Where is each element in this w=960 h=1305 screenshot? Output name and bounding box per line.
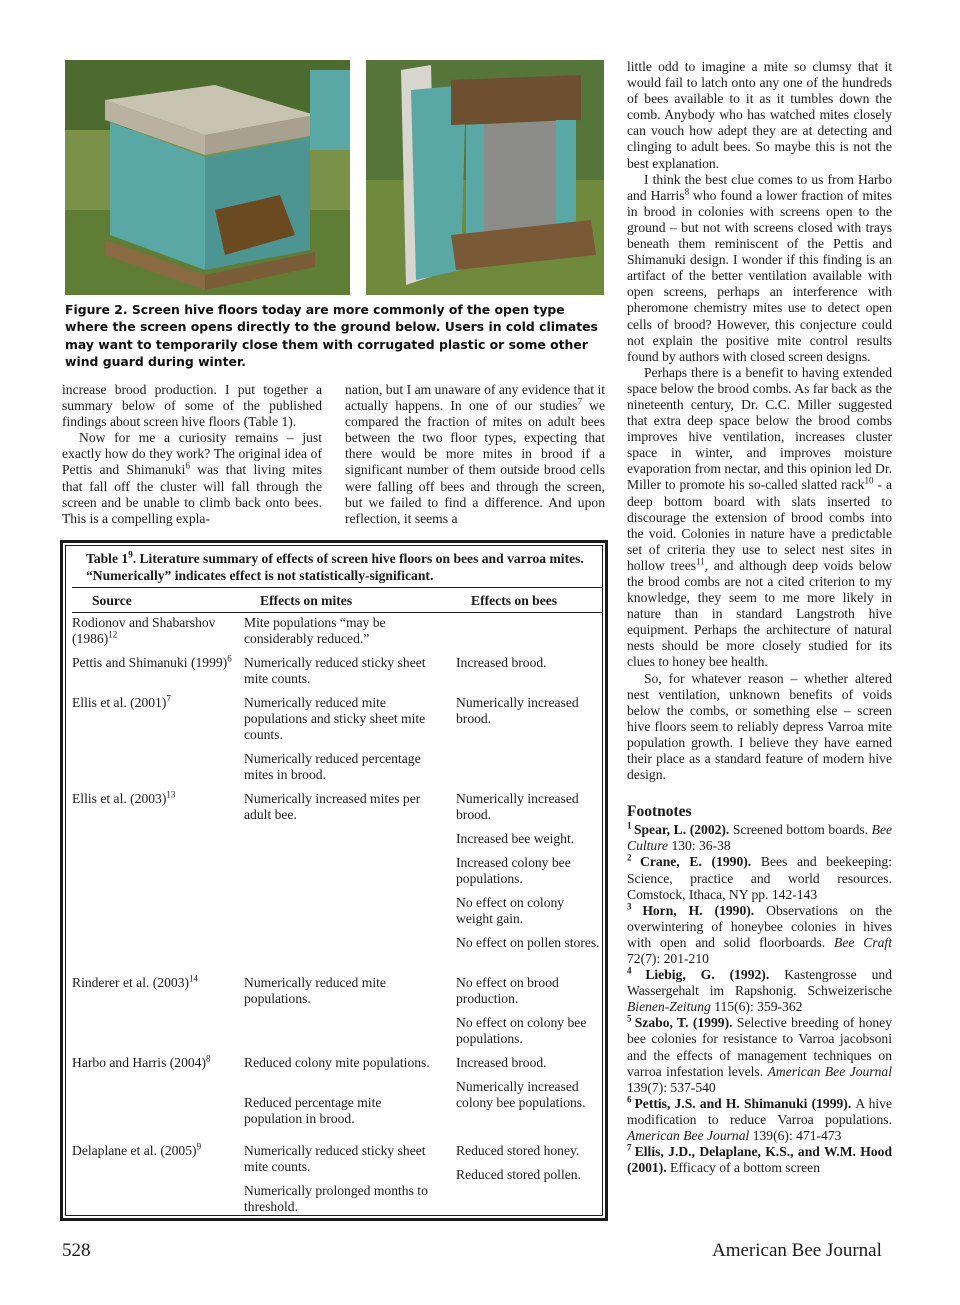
- table-title-sup: 9: [128, 549, 133, 560]
- figure-photo-left: [65, 60, 350, 295]
- body-paragraph: increase brood production. I put together a summary below of some of the published findings about screen hive floors (Table 1).: [62, 382, 322, 430]
- header-effects-mites: Effects on mites: [260, 593, 353, 608]
- footnote-item: $^4$ Liebig, G. (1992). Kastengrosse und Wassergehalt im Rapshonig. Schweizerische Bienen-Zeitung 115(6): 359-362: [627, 965, 893, 1015]
- table-cell-source: Pettis and Shimanuki $(1999)^6$: [72, 653, 232, 670]
- table-inner-border: [65, 545, 603, 1216]
- figure-caption: Figure 2. Screen hive floors today are more commonly of the open type where the screen opens directly to the ground below. Users in cold climates may want to temporarily close them with corrugated plastic or some other wind guard during winter.: [65, 302, 598, 369]
- footnote-item: $^3$ Horn, H. (1990). Observations on the overwintering of honeybee colonies in hives with open and solid floorboards. Bee Craft 72(7): 201-210: [627, 901, 893, 966]
- table-title: [86, 551, 596, 584]
- table-cell-bees: Increased brood.: [456, 1055, 547, 1070]
- body-column-right: [627, 59, 892, 1176]
- body-paragraph: Perhaps there is a benefit to having extended space below the brood combs. As far back as the nineteenth century, Dr. C.C. Miller suggested that extra deep space below the brood combs improves hive ventilation, increases cluster space in winter, and improves moisture evaporation from nectar, and this opinion led Dr. Miller to promote his so-called slatted rack$^{10}$ - a deep bottom board with slats inserted to discourage the extension of brood combs into the void. Colonies in nature have a predictable set of criteria they use to select nest sites in hollow trees$^{11}$, and although deep voids below the brood combs are not a cited criterion to my knowledge, they seem to me more likely in nature than in standard Langstroth hive equipment. Perhaps the architecture of natural nests should be more closely studied for its clues to honey bee health.: [627, 364, 892, 670]
- table-cell-bees: Numerically increased brood.: [456, 791, 579, 823]
- body-paragraph: I think the best clue comes to us from Harbo and Harris$^8$ who found a lower fraction of mites in brood in colonies with screens open to the ground – but not with screens closed with trays beneath them reminiscent of the Pettis and Shimanuki design. I wonder if this finding is an artifact of the better ventilation available with open screens, perhaps an interference with pheromone chemistry mites use to detect open cells of brood? However, this conjecture could not explain the positive mite control results found by authors with closed screen designs.: [627, 171, 892, 364]
- table-cell-source: Harbo and Harris $(2004)^8$: [72, 1053, 211, 1070]
- table-cell-mites: Numerically prolonged months to threshold.: [244, 1183, 428, 1215]
- footnote-item: $^7$ Ellis, J.D., Delaplane, K.S., and W.M. Hood (2001). Efficacy of a bottom screen: [627, 1142, 893, 1176]
- table-cell-mites: Reduced colony mite populations.: [244, 1055, 430, 1070]
- body-paragraph: Now for me a curiosity remains – just exactly how do they work? The original idea of Pettis and Shimanuki$^6$ was that living mites that fall off the cluster will fall through the screen and be unable to climb back onto bees. This is a compelling expla-: [62, 430, 322, 526]
- table-cell-bees: No effect on pollen stores.: [456, 935, 600, 950]
- literature-table: [60, 540, 608, 1221]
- footnote-item: $^5$ Szabo, T. (1999). Selective breeding of honey bee colonies for resistance to Varroa jacobsoni and the effects of management techniques on varroa infestation levels. American Bee Journal 139(7): 537-540: [627, 1013, 893, 1095]
- table-cell-bees: Increased bee weight.: [456, 831, 575, 846]
- table-cell-mites: Mite populations “may be considerably reduced.”: [244, 615, 386, 647]
- footnotes-heading: Footnotes: [627, 803, 692, 821]
- table-cell-mites: Numerically reduced percentage mites in brood.: [244, 751, 421, 783]
- table-header-rule-bottom: [72, 612, 602, 613]
- table-cell-source: Delaplane et al. $(2005)^9$: [72, 1141, 202, 1158]
- journal-name: American Bee Journal: [712, 1240, 882, 1261]
- screen-floor-photo-illustration: [366, 60, 604, 295]
- header-source: Source: [92, 593, 132, 608]
- table-cell-bees: No effect on brood production.: [456, 975, 559, 1007]
- footnote-item: $^1$ Spear, L. (2002). Screened bottom boards. Bee Culture 130: 36-38: [627, 820, 893, 854]
- footnote-item: $^6$ Pettis, J.S. and H. Shimanuki (1999). A hive modification to reduce Varroa populations. American Bee Journal 139(6): 471-473: [627, 1094, 893, 1143]
- table-cell-bees: Increased brood.: [456, 655, 547, 670]
- table-cell-bees: Numerically increased brood.: [456, 695, 579, 727]
- body-column-middle: [345, 382, 605, 527]
- footnote-list: [627, 822, 892, 1176]
- table-cell-mites: Reduced percentage mite population in brood.: [244, 1095, 382, 1127]
- table-cell-bees: Reduced stored pollen.: [456, 1167, 581, 1182]
- table-cell-mites: Numerically reduced mite populations.: [244, 975, 386, 1007]
- body-paragraph: little odd to imagine a mite so clumsy that it would fail to latch onto any one of the hundreds of bees available to it as it tumbles down the comb. Anybody who has watched mites closely can vouch how adept they are at detecting and clinging to adult bees. So maybe this is not the best explanation.: [627, 59, 892, 171]
- table-cell-source: Ellis et al. $(2003)^{13}$: [72, 789, 176, 806]
- table-cell-bees: No effect on colony bee populations.: [456, 1015, 587, 1047]
- table-cell-source: Rodionov and Shabarshov $(1986)^{12}$: [72, 615, 216, 647]
- table-cell-source: Rinderer et al. $(2003)^{14}$: [72, 973, 199, 990]
- body-column-left: [62, 382, 322, 527]
- table-header-rule-top: [72, 587, 602, 588]
- table-title-prefix: Table 1: [86, 551, 129, 566]
- footnote-item: $^2$ Crane, E. (1990). Bees and beekeeping: Science, practice and world resources. Comstock, Ithaca, NY pp. 142-143: [627, 852, 892, 902]
- table-cell-bees: Numerically increased colony bee populations.: [456, 1079, 586, 1111]
- table-cell-bees: Increased colony bee populations.: [456, 855, 571, 887]
- table-title-text: . Literature summary of effects of screen hive floors on bees and varroa mites. “Numerically” indicates effect is not statistically-significant.: [86, 551, 584, 583]
- figure-photo-right: [366, 60, 604, 295]
- table-cell-mites: Numerically increased mites per adult bee.: [244, 791, 421, 823]
- table-cell-source: Ellis et al. $(2001)^7$: [72, 693, 171, 710]
- table-cell-mites: Numerically reduced mite populations and sticky sheet mite counts.: [244, 695, 426, 743]
- hive-photo-illustration: [65, 60, 350, 295]
- table-cell-bees: No effect on colony weight gain.: [456, 895, 565, 927]
- header-effects-bees: Effects on bees: [471, 593, 558, 608]
- table-cell-mites: Numerically reduced sticky sheet mite counts.: [244, 1143, 426, 1175]
- body-paragraph: nation, but I am unaware of any evidence that it actually happens. In one of our studies$^7$ we compared the fraction of mites on adult bees between the two floor types, expecting that there would be more mites in brood if a significant number of them outside brood cells were falling off bees and through the screen, but we failed to find a difference. And upon reflection, it seems a: [345, 382, 606, 526]
- table-cell-bees: Reduced stored honey.: [456, 1143, 580, 1158]
- page-number: 528: [62, 1240, 91, 1261]
- table-cell-mites: Numerically reduced sticky sheet mite counts.: [244, 655, 426, 687]
- body-paragraph: So, for whatever reason – whether altered nest ventilation, unknown benefits of voids below the combs, or something else – screen hive floors seem to reliably depress Varroa mite population growth. I believe they have earned their place as a standard feature of modern hive design.: [627, 670, 892, 783]
